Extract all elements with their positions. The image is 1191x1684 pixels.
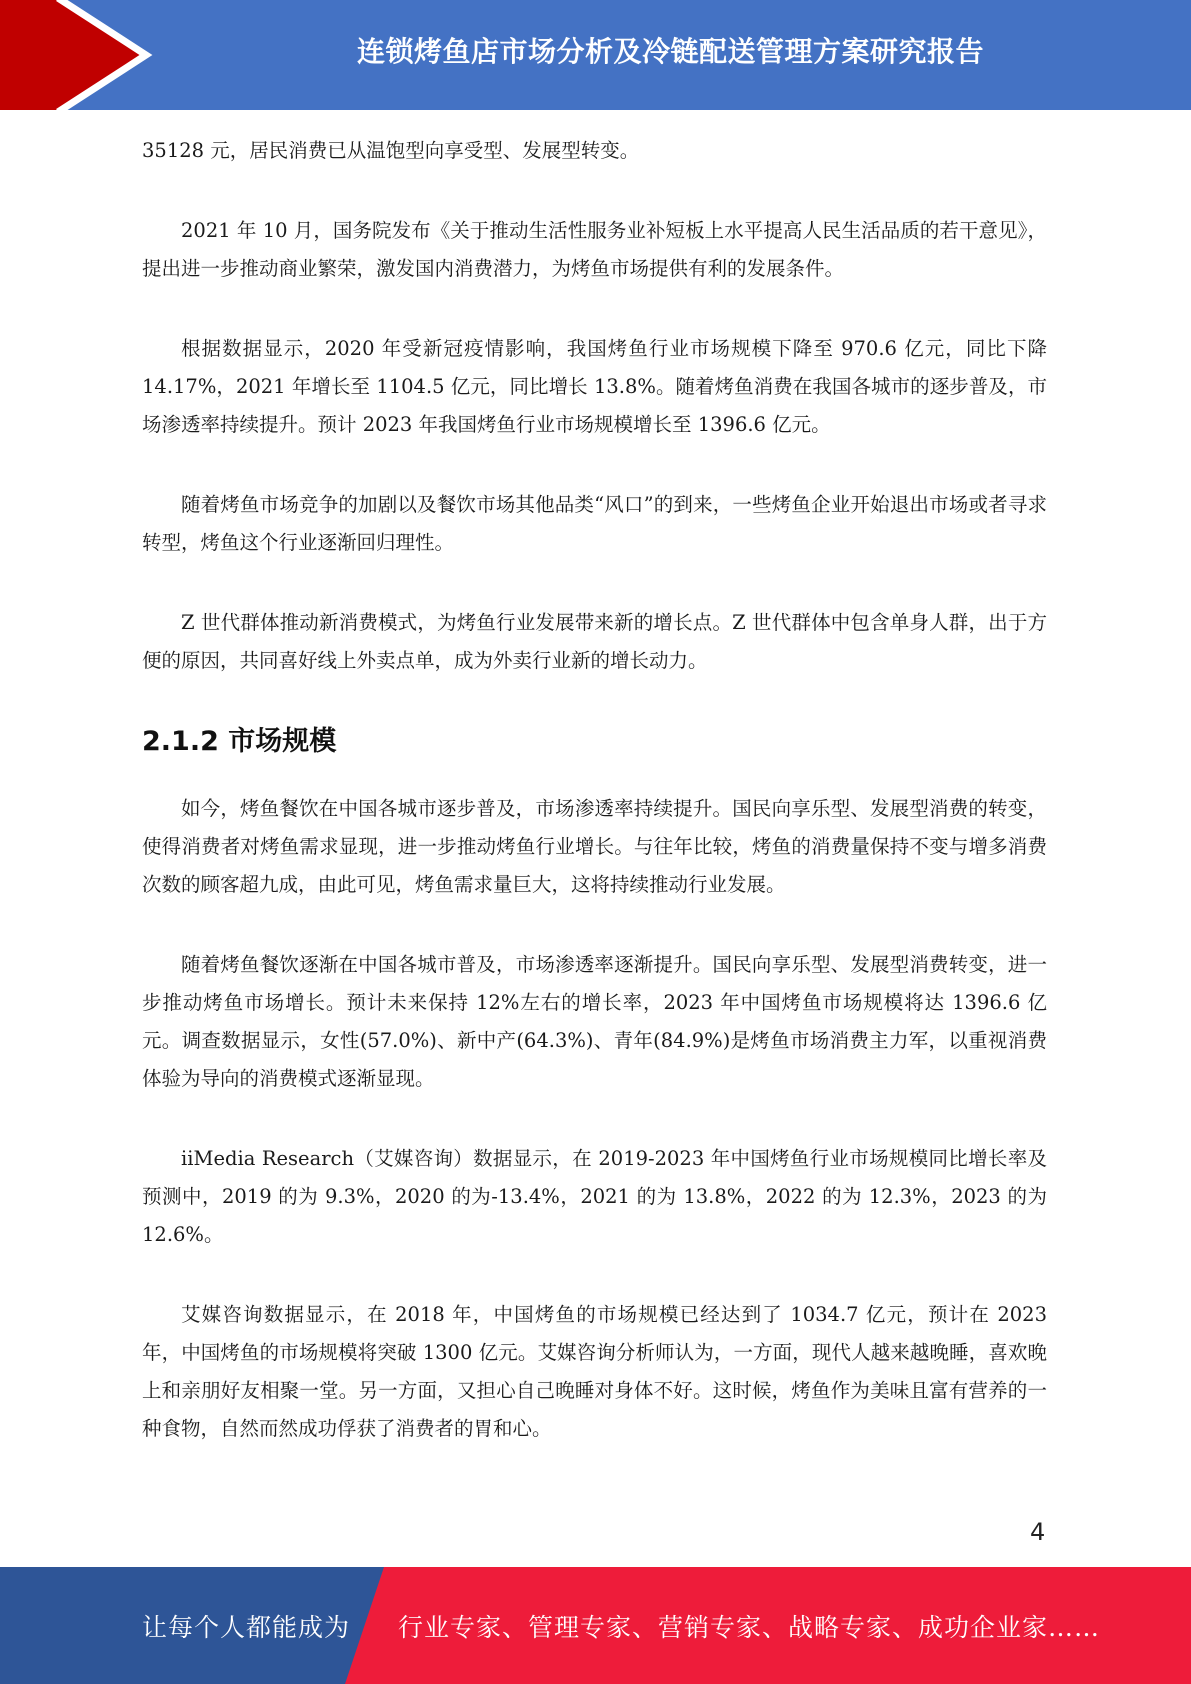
page-number: 4 <box>1030 1518 1046 1546</box>
page-header <box>0 0 1191 110</box>
footer-slogan-right: 行业专家、管理专家、营销专家、战略专家、成功企业家…… <box>398 1612 1101 1642</box>
paragraph: Z 世代群体推动新消费模式，为烤鱼行业发展带来新的增长点。Z 世代群体中包含单身人群，出于方便的原因，共同喜好线上外卖点单，成为外卖行业新的增长动力。 <box>142 611 1047 672</box>
paragraph: 艾媒咨询数据显示，在 2018 年，中国烤鱼的市场规模已经达到了 1034.7 亿元，预计在 2023 年，中国烤鱼的市场规模将突破 1300 亿元。艾媒咨询分析师认为，一方面，现代人越来越晚睡，喜欢晚上和亲朋好友相聚一堂。另一方面，又担心自己晚睡对身体不好。这时候，烤鱼作为美味且富有营养的一种食物，自然而然成功俘获了消费者的胃和心。 <box>142 1303 1047 1440</box>
report-title: 连锁烤鱼店市场分析及冷链配送管理方案研究报告 <box>356 35 984 68</box>
paragraph: 随着烤鱼餐饮逐渐在中国各城市普及，市场渗透率逐渐提升。国民向享乐型、发展型消费转变，进一步推动烤鱼市场增长。预计未来保持 12%左右的增长率，2023 年中国烤鱼市场规模将达 1396.6 亿元。调查数据显示，女性(57.0%)、新中产(64.3%)、青年(84.9%)是烤鱼市场消费主力军，以重视消费体验为导向的消费模式逐渐显现。 <box>142 953 1047 1090</box>
document-body <box>142 132 1047 1490</box>
paragraph: iiMedia Research（艾媒咨询）数据显示，在 2019-2023 年中国烤鱼行业市场规模同比增长率及预测中，2019 的为 9.3%，2020 的为-13.4%，2021 的为 13.8%，2022 的为 12.3%，2023 的为 12.6%。 <box>142 1147 1047 1246</box>
section-heading: 2.1.2 市场规模 <box>142 726 337 757</box>
paragraph: 根据数据显示，2020 年受新冠疫情影响，我国烤鱼行业市场规模下降至 970.6 亿元，同比下降 14.17%，2021 年增长至 1104.5 亿元，同比增长 13.8%。随着烤鱼消费在我国各城市的逐步普及，市场渗透率持续提升。预计 2023 年我国烤鱼行业市场规模增长至 1396.6 亿元。 <box>142 337 1047 436</box>
page-footer <box>0 1567 1191 1684</box>
paragraph: 如今，烤鱼餐饮在中国各城市逐步普及，市场渗透率持续提升。国民向享乐型、发展型消费的转变，使得消费者对烤鱼需求显现，进一步推动烤鱼行业增长。与往年比较，烤鱼的消费量保持不变与增多消费次数的顾客超九成，由此可见，烤鱼需求量巨大，这将持续推动行业发展。 <box>142 797 1047 896</box>
paragraph: 2021 年 10 月，国务院发布《关于推动生活性服务业补短板上水平提高人民生活品质的若干意见》，提出进一步推动商业繁荣，激发国内消费潜力，为烤鱼市场提供有利的发展条件。 <box>142 219 1047 280</box>
paragraph: 35128 元，居民消费已从温饱型向享受型、发展型转变。 <box>142 139 640 162</box>
paragraph: 随着烤鱼市场竞争的加剧以及餐饮市场其他品类“风口”的到来，一些烤鱼企业开始退出市场或者寻求转型，烤鱼这个行业逐渐回归理性。 <box>142 493 1047 554</box>
footer-slogan-left: 让每个人都能成为 <box>142 1612 351 1642</box>
